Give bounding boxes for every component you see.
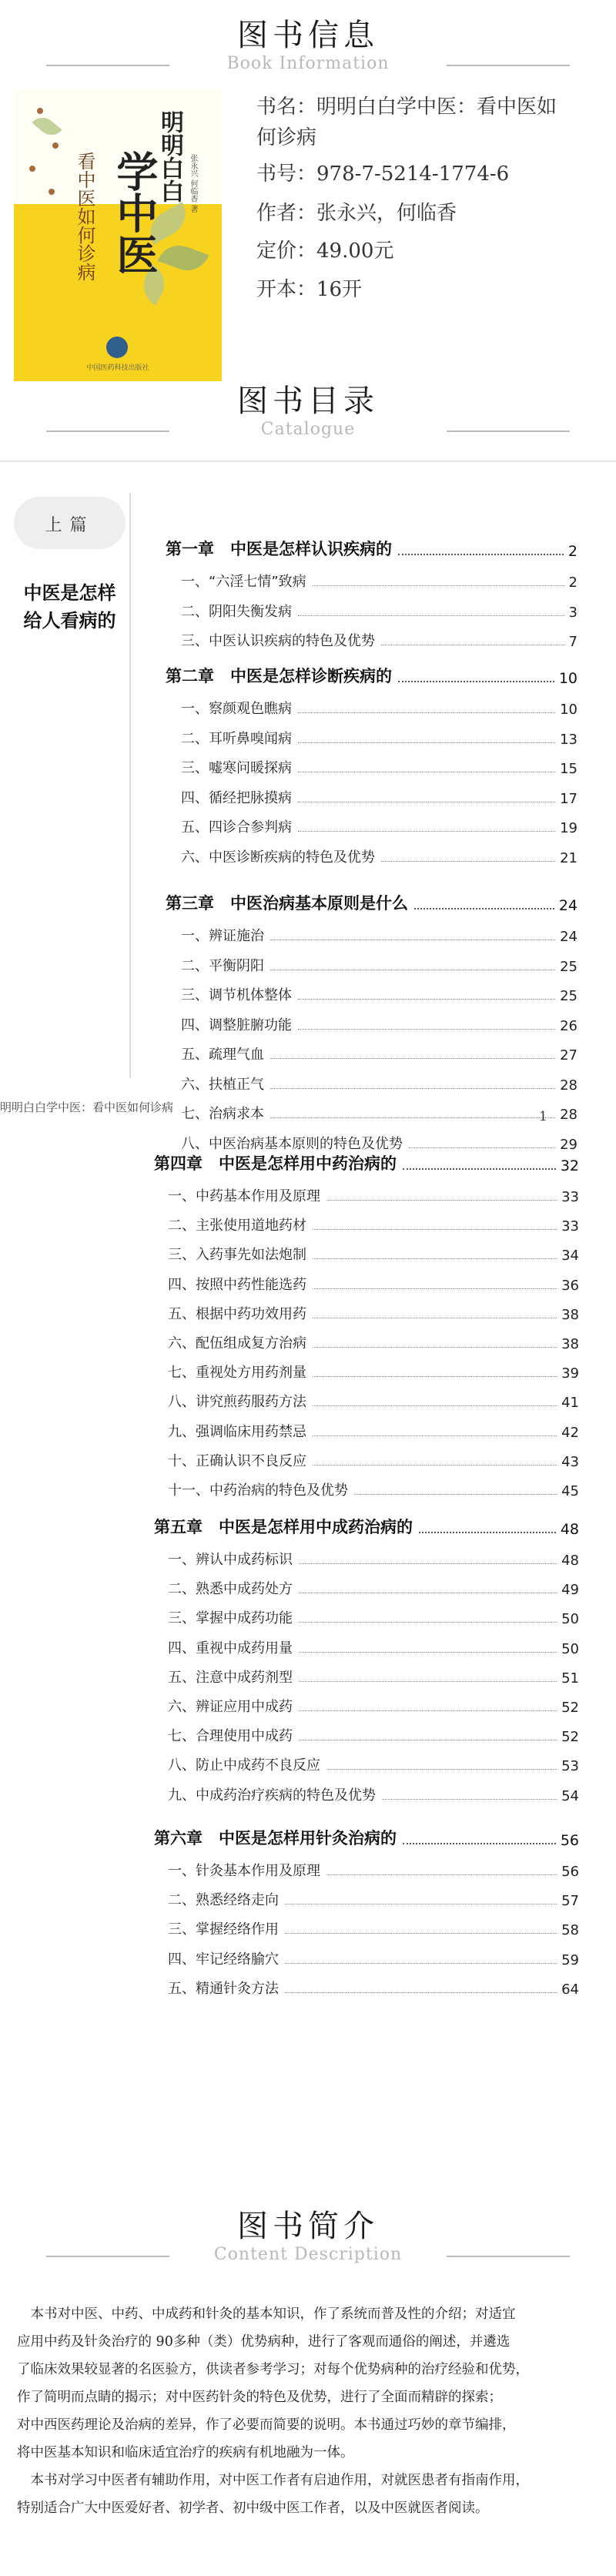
cover-main-title: 学中医 [110,150,159,275]
item-title: 五、根据中药功效用药 [168,1305,306,1322]
page-number: 50 [561,1640,579,1657]
description-line: 对中西医药理论及治病的差异，作了必要而简要的说明。本书通过巧妙的章节编排， [17,2417,516,2433]
toc-item [168,1421,579,1441]
page-number: 50 [561,1611,579,1628]
toc-item [168,1696,579,1716]
dot-leader [313,585,564,586]
dot-leader [298,1029,555,1030]
item-title: 一、察颜观色瞧病 [181,701,292,717]
page-number: 34 [561,1248,579,1265]
description-line: 了临床效果较显著的名医验方，供读者参考学习；对每个优势病种的治疗经验和优势， [17,2362,529,2377]
toc-item [168,1637,579,1657]
toc-item [168,1948,579,1968]
chapter-title: 第五章 中医是怎样用中成药治病的 [154,1518,413,1536]
toc-item [181,846,578,866]
toc-item [181,630,578,650]
item-title: 四、按照中药性能选药 [168,1276,306,1293]
item-title: 三、嘘寒问暖探病 [181,760,292,776]
toc-item [181,816,578,836]
chapter-title: 第六章 中医是怎样用针灸治病的 [154,1829,397,1847]
item-title: 九、强调临床用药禁忌 [168,1423,306,1440]
item-title: 十一、中药治病的特色及优势 [168,1482,348,1499]
page-number: 19 [560,820,578,836]
running-header: 明明白白学中医：看中医如何诊病 [0,1100,174,1114]
page-number: 33 [561,1189,579,1205]
page-number: 51 [561,1670,579,1687]
item-title: 二、熟悉经络走向 [168,1892,279,1909]
section-title: 图书目录 [237,384,379,419]
page-number: 28 [560,1077,578,1094]
page-number: 57 [561,1893,579,1910]
toc-item [181,1014,578,1034]
page-number: 54 [561,1787,579,1804]
toc-item [181,757,578,777]
dot-leader [285,1933,557,1934]
dot-leader [299,1710,557,1711]
toc-item [168,1450,579,1470]
page-number: 48 [561,1553,579,1569]
chapter-title: 第三章 中医治病基本原则是什么 [166,894,408,913]
page-number: 43 [561,1453,579,1470]
part-label: 上篇 [45,516,95,535]
item-title: 五、四诊合参判病 [181,819,292,836]
item-title: 九、中成药治疗疾病的特色及优势 [168,1787,376,1804]
page-number: 59 [561,1951,579,1968]
toc-item [181,1103,578,1123]
toc-item [168,1362,579,1382]
page-number: 48 [560,1521,579,1538]
toc-item [168,1889,579,1909]
chapter-title: 第二章 中医是怎样诊断疾病的 [166,667,392,685]
book-cover [14,89,222,381]
book-name-line: 书名：明明白白学中医：看中医如 [256,95,557,119]
item-title: 四、牢记经络腧穴 [168,1951,279,1968]
chapter-title: 第四章 中医是怎样用中药治病的 [154,1154,397,1173]
page-number: 27 [560,1047,578,1064]
toc-item [168,1303,579,1323]
toc-item [181,571,578,591]
toc-chapter [166,891,578,914]
toc-item [168,1607,579,1627]
dot-leader [313,1376,557,1377]
toc-chapter [154,1515,579,1538]
toc-item [168,1479,579,1499]
description-line: 作了简明而点睛的揭示；对中医药针灸的特色及优势，进行了全面而精辟的探索； [17,2390,502,2405]
page-number: 38 [561,1306,579,1323]
cover-seed [52,142,59,149]
page-number: 64 [561,1981,579,1998]
item-title: 二、平衡阴阳 [181,957,264,974]
dot-leader [313,1229,557,1230]
description-line: 本书对中医、中药、中成药和针灸的基本知识，作了系统而普及性的介绍；对适宜 [17,2306,516,2322]
toc-item [168,1391,579,1411]
item-title: 一、针灸基本作用及原理 [168,1863,320,1879]
item-title: 五、疏理气血 [181,1047,264,1063]
toc-item [168,1332,579,1352]
dot-leader [299,1681,557,1682]
dot-leader [326,1200,557,1201]
item-title: 三、掌握中成药功能 [168,1610,293,1627]
catalogue-separator [0,461,616,462]
item-title: 八、讲究煎药服药方法 [168,1394,306,1411]
dot-leader [270,1088,555,1089]
toc-item [181,955,578,975]
page-number: 33 [561,1218,579,1235]
running-page-number: 1 [539,1109,547,1124]
item-title: 二、主张使用道地药材 [168,1218,306,1234]
cover-top-title: 明明白白 [156,110,183,203]
catalogue-header [0,366,616,458]
dot-leader [313,1465,557,1466]
toc-item [181,698,578,718]
page-number: 21 [560,849,578,866]
cover-seed [29,166,35,172]
chapter-title: 第一章 中医是怎样认识疾病的 [166,540,392,558]
dot-leader [403,1168,556,1170]
page-number: 56 [560,1832,579,1849]
toc-item [168,1725,579,1745]
dot-leader [270,1117,555,1118]
cover-side-title: 看中医如何诊病 [74,152,95,281]
page-number: 24 [560,929,578,945]
isbn-line: 书号：978-7-5214-1774-6 [256,162,510,186]
toc-item [168,1918,579,1938]
page-number: 32 [560,1157,579,1174]
dot-leader [313,1405,557,1406]
toc-item [181,728,578,748]
page-number: 56 [561,1864,579,1880]
item-title: 二、熟悉中成药处方 [168,1581,293,1598]
toc-chapter [166,664,578,687]
page-number: 29 [560,1136,578,1153]
part-title [14,579,126,635]
dot-leader [398,681,554,682]
page-number: 28 [560,1107,578,1123]
toc-item [168,1860,579,1880]
description-header [0,2191,616,2283]
item-title: 五、精通针灸方法 [168,1980,279,1997]
cover-seed [37,108,43,114]
page-number: 41 [561,1395,579,1412]
dot-leader [381,861,555,862]
description-line: 将中医基本知识和临床适宜治疗的疾病有机地融为一体。 [17,2445,354,2460]
part-title-line: 中医是怎样 [23,581,116,604]
dot-leader [313,1347,557,1348]
dot-leader [313,1435,557,1436]
page-number: 3 [568,604,578,621]
dot-leader [298,712,555,713]
toc-chapter [154,1826,579,1849]
toc-item [168,1578,579,1598]
item-title: 三、中医认识疾病的特色及优势 [181,633,375,649]
price-line: 定价：49.00元 [256,240,394,263]
page-number: 10 [560,702,578,718]
item-title: 二、阴阳失衡发病 [181,603,292,620]
dot-leader [354,1494,557,1495]
section-subtitle: Catalogue [260,420,356,439]
page-number: 52 [561,1700,579,1716]
dot-leader [313,1258,557,1259]
toc-item [181,925,578,945]
page-number: 42 [561,1424,579,1441]
item-title: 七、治病求本 [181,1106,264,1122]
section-title: 图书简介 [237,2209,379,2244]
book-name-line-cont: 何诊病 [256,126,317,149]
item-title: 十、正确认识不良反应 [168,1452,306,1469]
toc-chapter [166,537,578,560]
toc-item [168,1185,579,1205]
toc-chapter [154,1151,579,1174]
toc-item [181,601,578,621]
item-title: 三、调节机体整体 [181,987,292,1003]
item-title: 六、中医诊断疾病的特色及优势 [181,849,375,866]
book-description [17,2300,599,2522]
page-number: 10 [558,670,578,687]
toc-item [168,1244,579,1264]
section-subtitle: Content Description [213,2245,403,2264]
cover-authors: 张永兴 何临香 著 [189,154,197,213]
item-title: 一、“六淫七情”致病 [181,574,306,590]
toc-item [168,1214,579,1234]
cover-seed [49,189,55,195]
page-number: 2 [567,543,578,560]
section-title: 图书信息 [237,18,379,53]
item-title: 四、重视中成药用量 [168,1640,293,1656]
section-subtitle: Book Information [226,54,390,73]
page-number: 52 [561,1729,579,1746]
dot-leader [313,1288,557,1289]
page-number: 45 [561,1483,579,1499]
page-number: 38 [561,1336,579,1352]
page-number: 17 [560,790,578,807]
page-number: 2 [568,574,578,591]
item-title: 六、配伍组成复方治病 [168,1335,306,1352]
toc-item [181,984,578,1004]
item-title: 八、防止中成药不良反应 [168,1757,320,1774]
toc-item [168,1274,579,1294]
dot-leader [414,908,554,909]
page-number: 58 [561,1922,579,1939]
item-title: 一、辨认中成药标识 [168,1552,293,1568]
toc-item [168,1549,579,1569]
page-number: 24 [558,897,578,914]
description-line: 特别适合广大中医爱好者、初学者、初中级中医工作者，以及中医就医者阅读。 [17,2501,489,2516]
page-number: 25 [560,988,578,1004]
dot-leader [398,554,564,555]
book-info-header [0,0,616,92]
page-number: 49 [561,1582,579,1599]
item-title: 七、合理使用中成药 [168,1728,293,1745]
toc-item [181,1043,578,1064]
toc-item [168,1978,579,1998]
publisher-logo [106,337,128,358]
toc-item [168,1667,579,1687]
page-number: 25 [560,958,578,975]
dot-leader [285,1992,557,1993]
dot-leader [326,1769,557,1770]
item-title: 二、耳听鼻嗅闻病 [181,730,292,747]
page-number: 36 [561,1277,579,1294]
dot-leader [382,1799,557,1800]
dot-leader [298,999,555,1000]
page-number: 53 [561,1758,579,1775]
dot-leader [298,742,555,743]
toc-item [168,1754,579,1774]
dot-leader [299,1563,557,1564]
dot-leader [298,615,564,616]
page-number: 13 [560,731,578,748]
dot-leader [285,1963,557,1964]
item-title: 六、辨证应用中成药 [168,1699,293,1715]
dot-leader [403,1843,556,1844]
cover-leaf [158,240,209,277]
description-line: 本书对学习中医者有辅助作用，对中医工作者有启迪作用，对就医患者有指南作用， [17,2473,529,2488]
dot-leader [270,1058,555,1059]
item-title: 四、调整脏腑功能 [181,1017,292,1033]
toc-item [181,1133,578,1153]
toc-item [181,787,578,807]
item-title: 六、扶植正气 [181,1076,264,1093]
description-line: 应用中药及针灸治疗的 90多种（类）优势病种，进行了客观而通俗的阐述，并遴选 [17,2334,511,2350]
item-title: 五、注意中成药剂型 [168,1669,293,1686]
cover-publisher: 中国医药科技出版社 [86,364,149,372]
toc-item [181,1074,578,1094]
toc-item [168,1784,579,1804]
item-title: 七、重视处方用药剂量 [168,1365,306,1382]
format-line: 开本：16开 [256,278,363,301]
dot-leader [299,1622,557,1623]
dot-leader [419,1532,556,1533]
author-line: 作者：张永兴，何临香 [256,202,457,225]
page-number: 15 [560,761,578,777]
part-divider [129,493,131,1078]
dot-leader [326,1874,557,1875]
part-title-line: 给人看病的 [23,609,116,631]
page-number: 26 [560,1017,578,1034]
item-title: 一、辨证施治 [181,928,264,944]
item-title: 一、中药基本作用及原理 [168,1188,320,1204]
dot-leader [298,831,555,832]
page-number: 7 [568,634,578,650]
item-title: 三、掌握经络作用 [168,1921,279,1938]
dot-leader [409,1147,555,1148]
item-title: 三、入药事先如法炮制 [168,1247,306,1264]
dot-leader [299,1652,557,1653]
item-title: 八、中医治病基本原则的特色及优势 [181,1135,403,1152]
page-number: 39 [561,1365,579,1382]
item-title: 四、循经把脉摸病 [181,789,292,806]
